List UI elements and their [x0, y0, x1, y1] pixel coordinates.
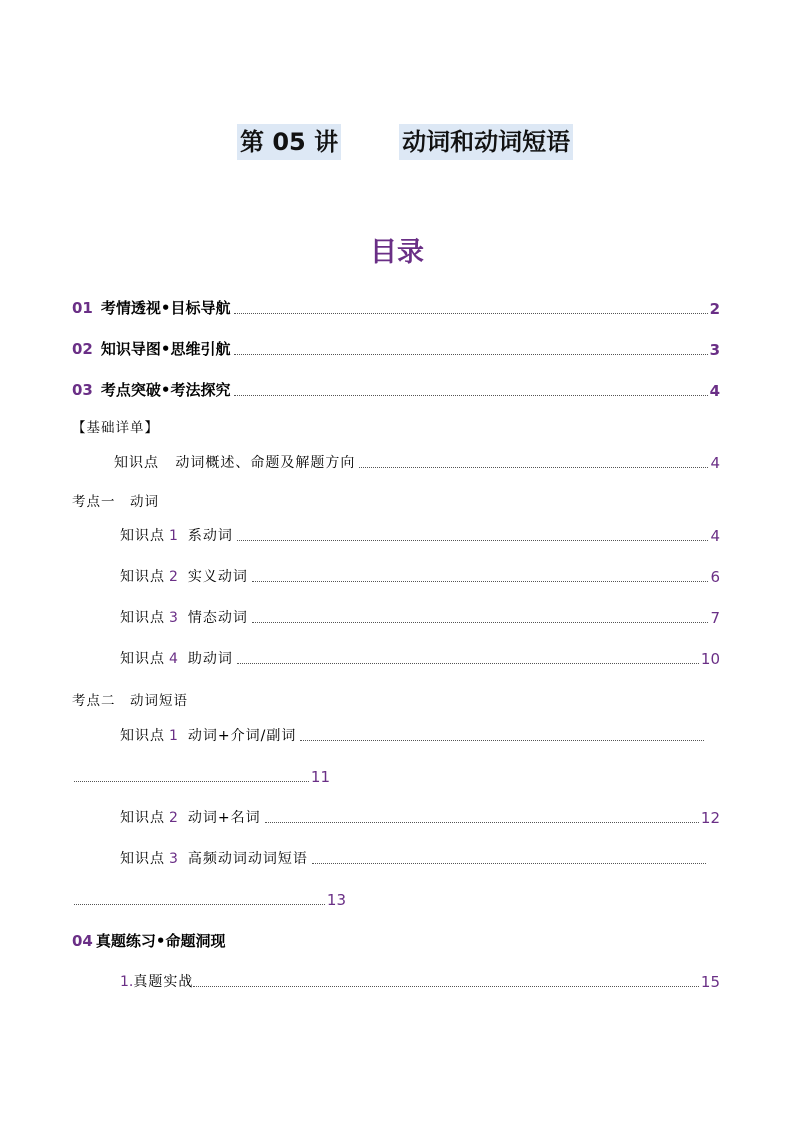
page-number: 3	[709, 341, 720, 359]
item-text: 高频动词动词短语	[187, 851, 308, 867]
dot-leader	[359, 467, 708, 468]
page-number: 12	[700, 809, 720, 827]
item-label: 知识点	[120, 569, 165, 585]
item-label: 知识点	[120, 651, 165, 667]
toc-section-03[interactable]	[72, 380, 720, 400]
toc-item-kd2-1-continued[interactable]	[74, 766, 330, 786]
dot-leader	[237, 663, 699, 664]
toc-heading: 目录	[370, 237, 424, 268]
dot-leader	[312, 863, 706, 864]
dot-leader	[252, 581, 709, 582]
dot-leader	[74, 781, 309, 782]
kaodian1-heading: 考点一 动词	[72, 494, 159, 510]
item-number: 2	[169, 810, 178, 826]
section-number: 03	[72, 381, 93, 399]
basics-heading: 【基础详单】	[72, 420, 159, 436]
section-number: 02	[72, 340, 93, 358]
item-number: 1	[169, 728, 178, 744]
section-label: 知识导图•思维引航	[100, 340, 231, 358]
page-number: 10	[700, 650, 720, 668]
toc-item-kd2-3-continued[interactable]	[74, 889, 346, 909]
item-label: 知识点	[120, 810, 165, 826]
item-text: 真题实战	[133, 974, 194, 990]
toc-section-04[interactable]	[72, 931, 472, 951]
item-text: 情态动词	[187, 610, 248, 626]
item-number: 1.	[120, 974, 134, 990]
dot-leader	[193, 986, 699, 987]
page-number: 11	[310, 768, 330, 786]
item-number: 3	[169, 610, 178, 626]
toc-section-02[interactable]	[72, 339, 720, 359]
item-label: 知识点	[114, 455, 159, 471]
item-label: 知识点	[120, 851, 165, 867]
dot-leader	[265, 822, 699, 823]
dot-leader	[234, 313, 707, 314]
item-text: 助动词	[187, 651, 233, 667]
dot-leader	[237, 540, 709, 541]
page-number: 4	[709, 382, 720, 400]
page-number: 15	[700, 973, 720, 991]
item-number: 1	[169, 528, 178, 544]
toc-item-kd2-2[interactable]	[120, 807, 720, 827]
page-number: 2	[709, 300, 720, 318]
section-number: 04	[72, 932, 93, 950]
item-number: 4	[169, 651, 178, 667]
page-number: 6	[710, 568, 720, 586]
page-number: 4	[710, 527, 720, 545]
item-text: 实义动词	[187, 569, 248, 585]
dot-leader	[74, 904, 325, 905]
toc-item-kd1-1[interactable]	[120, 525, 720, 545]
toc-item-kd2-3[interactable]	[120, 848, 708, 868]
item-number: 2	[169, 569, 178, 585]
section-label: 考点突破•考法探究	[100, 381, 231, 399]
toc-section-01[interactable]	[72, 298, 720, 318]
lesson-number: 第 05 讲	[237, 124, 341, 160]
dot-leader	[252, 622, 709, 623]
item-text: 系动词	[187, 528, 233, 544]
dot-leader	[234, 354, 707, 355]
toc-item-kd1-3[interactable]	[120, 607, 720, 627]
item-label: 知识点	[120, 610, 165, 626]
item-text: 动词+介词/副词	[187, 728, 297, 744]
dot-leader	[234, 395, 707, 396]
section-label: 真题练习•命题洞现	[95, 932, 226, 950]
page-number: 4	[710, 454, 720, 472]
item-label: 知识点	[120, 728, 165, 744]
toc-item-kd1-2[interactable]	[120, 566, 720, 586]
toc-item-section4-1[interactable]	[120, 971, 720, 991]
section-label: 考情透视•目标导航	[100, 299, 231, 317]
kaodian2-heading: 考点二 动词短语	[72, 693, 188, 709]
lesson-topic: 动词和动词短语	[399, 124, 573, 160]
item-text: 动词概述、命题及解题方向	[175, 455, 356, 471]
toc-item-kd2-1[interactable]	[120, 725, 706, 745]
item-text: 动词+名词	[187, 810, 261, 826]
dot-leader	[300, 740, 704, 741]
page-number: 13	[326, 891, 346, 909]
item-label: 知识点	[120, 528, 165, 544]
page-number: 7	[710, 609, 720, 627]
item-number: 3	[169, 851, 178, 867]
toc-item-kd1-4[interactable]	[120, 648, 720, 668]
lesson-title	[237, 124, 573, 160]
toc-item-basics[interactable]	[114, 452, 720, 472]
section-number: 01	[72, 299, 93, 317]
